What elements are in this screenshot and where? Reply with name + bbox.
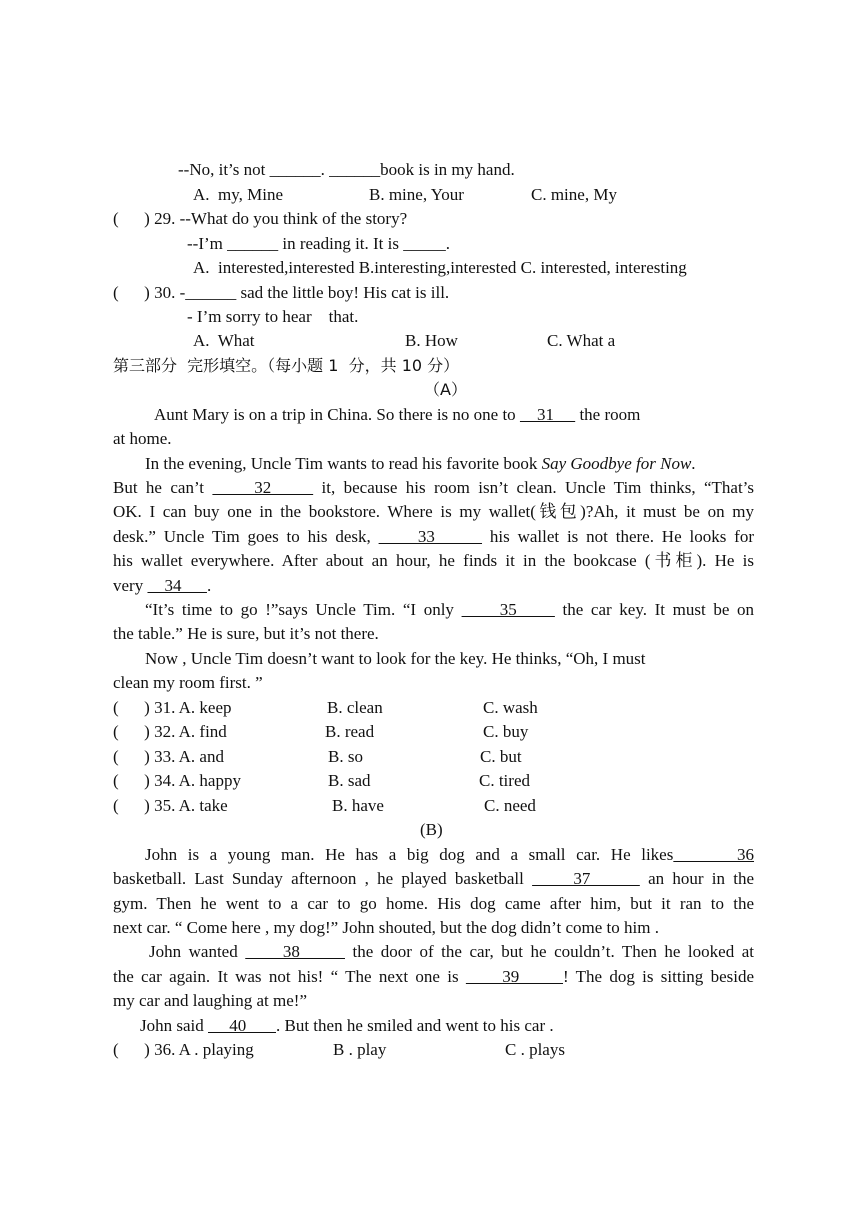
passage-a-p4-line1: Now , Uncle Tim doesn’t want to look for the key. He thinks, “Oh, I must: [145, 649, 646, 668]
blank-39: 39: [465, 967, 564, 986]
passage-b-p1-line3: gym. Then he went to a car to go home. His dog came after him, but it ran to the: [113, 894, 754, 913]
passage-b-p2-line2: the car again. It was not his! “ The next one is 39 ! The dog is sitting beside: [113, 967, 755, 986]
q30-question: ( ) 30. -______ sad the little boy! His cat is ill.: [113, 283, 450, 302]
passage-a-p3-line2: the table.” He is sure, but it’s not there.: [113, 624, 379, 643]
q35-option-a: ( ) 35. A. take: [113, 796, 228, 815]
passage-b-p1-line2: basketball. Last Sunday afternoon , he played basketball 37 an hour in the: [113, 869, 755, 888]
q29-options: A. interested,interested B.interesting,interested C. interested, interesting: [193, 258, 687, 277]
passage-a-p4-line2: clean my room first. ”: [113, 673, 263, 692]
q32-option-b: B. read: [325, 722, 375, 741]
part3-heading: 第三部分 完形填空。（每小题 1 分，共 10 分）: [113, 356, 460, 375]
q28-option-c: C. mine, My: [531, 185, 617, 204]
q29-question: ( ) 29. --What do you think of the story?: [113, 209, 408, 228]
passage-a-label: （A）: [424, 380, 467, 399]
blank-34: 34: [147, 576, 207, 595]
q35-option-b: B. have: [332, 796, 384, 815]
q28-option-a: A. my, Mine: [193, 185, 284, 204]
q36-option-a: ( ) 36. A . playing: [113, 1040, 254, 1059]
blank-36: 36: [673, 845, 755, 864]
q28-option-b: B. mine, Your: [369, 185, 464, 204]
passage-b-label: (B): [420, 820, 443, 839]
passage-a-p1-line1: Aunt Mary is on a trip in China. So there is no one to 31 the room: [154, 405, 641, 424]
blank-32: 32: [212, 478, 314, 497]
passage-a-p2-line1: In the evening, Uncle Tim wants to read his favorite book Say Goodbye for Now.: [145, 454, 696, 473]
q32-option-a: ( ) 32. A. find: [113, 722, 227, 741]
blank-38: 38: [245, 942, 345, 961]
blank-31: 31: [519, 405, 576, 424]
passage-a-p2-line6: very 34 .: [113, 576, 212, 595]
passage-a-p2-line2: But he can’t 32 it, because his room isn’t clean. Uncle Tim thinks, “That’s: [113, 478, 755, 497]
q33-option-b: B. so: [328, 747, 363, 766]
passage-a-p3-line1: “It’s time to go !”says Uncle Tim. “I only 35 the car key. It must be on: [145, 600, 754, 619]
passage-a-p2-line3: OK. I can buy one in the bookstore. Where is my wallet(钱包)?Ah, it must be on my: [113, 502, 754, 521]
passage-a-p1-line2: at home.: [113, 429, 172, 448]
q30-option-c: C. What a: [547, 331, 616, 350]
blank-37: 37: [532, 869, 640, 888]
passage-b-p3: John said 40 . But then he smiled and went to his car .: [140, 1016, 554, 1035]
passage-a-p2-line5: his wallet everywhere. After about an hour, he finds it in the bookcase (书柜). He is: [113, 551, 754, 570]
q34-option-a: ( ) 34. A. happy: [113, 771, 241, 790]
q36-option-c: C . plays: [505, 1040, 565, 1059]
passage-b-p2-line3: my car and laughing at me!”: [113, 991, 308, 1010]
blank-33: 33: [378, 527, 483, 546]
passage-b-p1-line4: next car. “ Come here , my dog!” John shouted, but the dog didn’t come to him .: [113, 918, 659, 937]
q33-option-c: C. but: [480, 747, 522, 766]
book-title: Say Goodbye for Now: [541, 454, 692, 473]
passage-b-p2-line1: John wanted 38 the door of the car, but he couldn’t. Then he looked at: [149, 942, 754, 961]
q33-option-a: ( ) 33. A. and: [113, 747, 224, 766]
q31-option-a: ( ) 31. A. keep: [113, 698, 232, 717]
blank-40: 40: [208, 1016, 276, 1035]
blank-35: 35: [461, 600, 555, 619]
q35-option-c: C. need: [484, 796, 536, 815]
q36-option-b: B . play: [333, 1040, 387, 1059]
q30-line2: - I’m sorry to hear that.: [187, 307, 359, 326]
q30-option-b: B. How: [405, 331, 458, 350]
q34-option-b: B. sad: [328, 771, 371, 790]
q32-option-c: C. buy: [483, 722, 529, 741]
passage-b-p1-line1: John is a young man. He has a big dog and a small car. He likes 36: [145, 845, 755, 864]
q29-line2: --I’m ______ in reading it. It is _____.: [187, 234, 450, 253]
q31-option-c: C. wash: [483, 698, 538, 717]
q28-line: --No, it’s not ______. ______book is in my hand.: [178, 160, 515, 179]
q34-option-c: C. tired: [479, 771, 530, 790]
passage-a-p2-line4: desk.” Uncle Tim goes to his desk, 33 his wallet is not there. He looks for: [113, 527, 755, 546]
q31-option-b: B. clean: [327, 698, 383, 717]
q30-option-a: A. What: [193, 331, 255, 350]
